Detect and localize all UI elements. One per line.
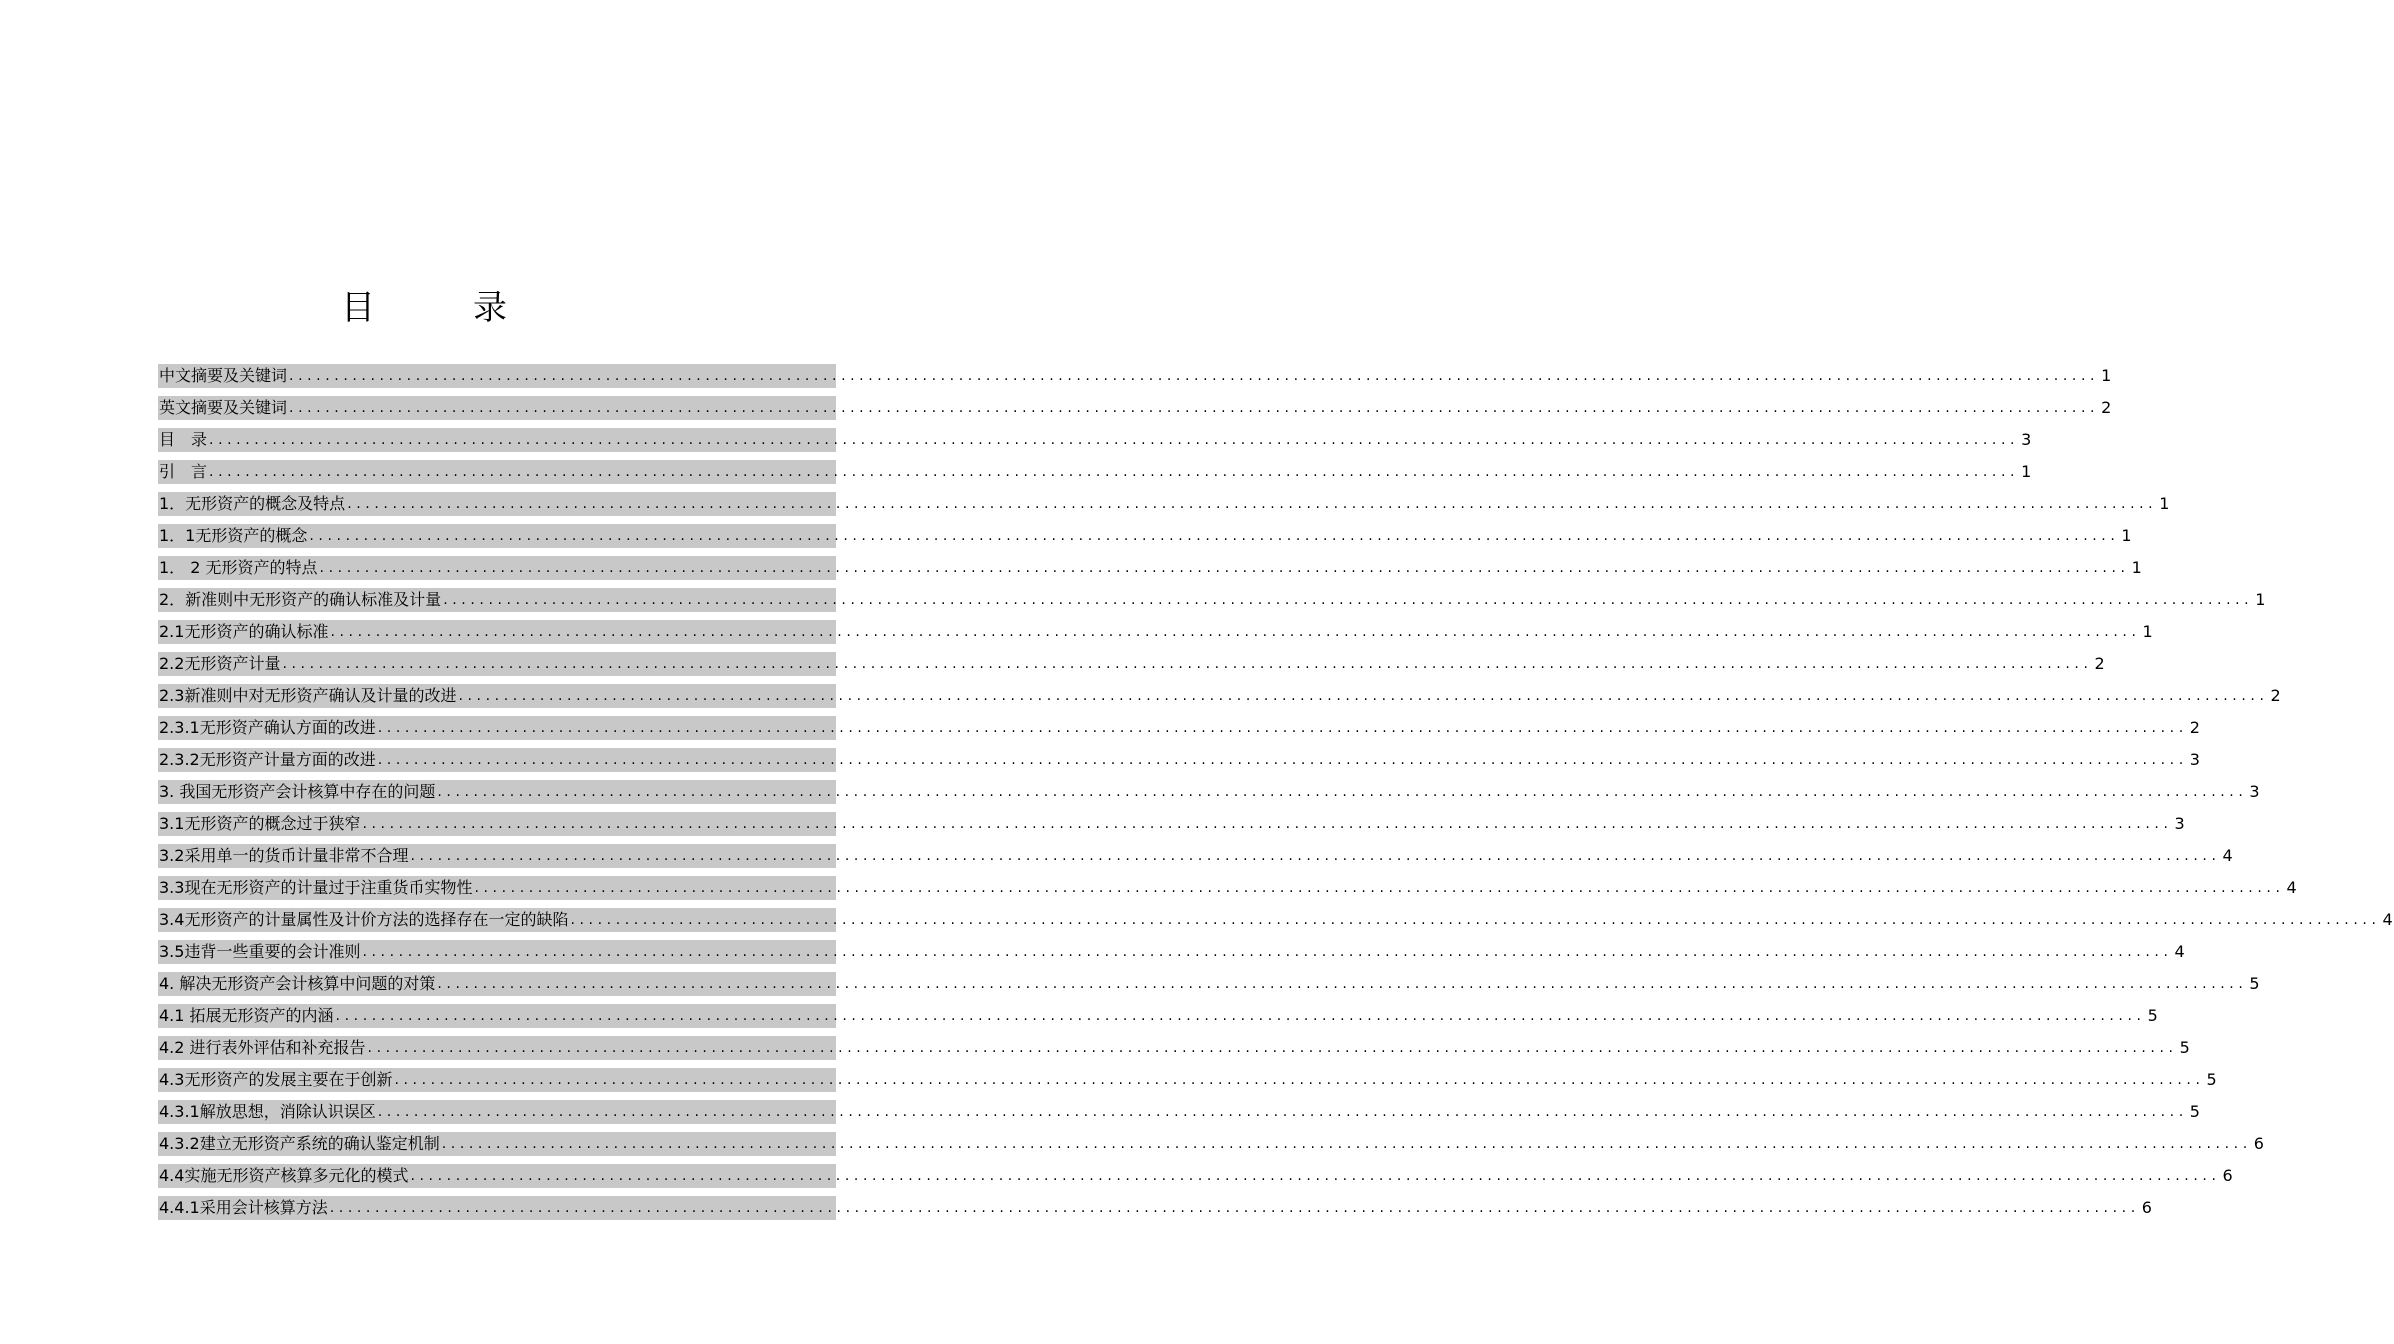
toc-entry-label: 4. 解决无形资产会计核算中问题的对策 (159, 974, 436, 993)
toc-dot-leader: ........................................................................................................................................................................................................ (437, 976, 2248, 992)
toc-entry[interactable] (158, 492, 2170, 516)
toc-entry-page-number: 1 (2121, 526, 2132, 545)
toc-entry-page-number: 5 (2249, 974, 2260, 993)
toc-entry[interactable] (158, 684, 2281, 708)
toc-entry-label: 3. 我国无形资产会计核算中存在的问题 (159, 782, 436, 801)
toc-dot-leader: ........................................................................................................................................................................................................ (335, 1008, 2146, 1024)
toc-dot-leader: ........................................................................................................................................................................................................ (367, 1040, 2178, 1056)
toc-entry[interactable] (158, 428, 2032, 452)
toc-entry-label: 4.3.1解放思想，消除认识误区 (159, 1102, 376, 1121)
toc-entry-page-number: 5 (2189, 1102, 2200, 1121)
toc-entry[interactable] (158, 524, 2132, 548)
toc-entry-page-number: 2 (2101, 398, 2112, 417)
toc-entry[interactable] (158, 1036, 2190, 1060)
toc-entry[interactable] (158, 396, 2112, 420)
toc-entry-label: 3.1无形资产的概念过于狭窄 (159, 814, 361, 833)
toc-entry-label: 3.4无形资产的计量属性及计价方法的选择存在一定的缺陷 (159, 910, 569, 929)
toc-entry-label: 2.1无形资产的确认标准 (159, 622, 329, 641)
toc-entry-page-number: 3 (2174, 814, 2185, 833)
toc-entry-label: 英文摘要及关键词 (159, 398, 288, 417)
toc-entry-label: 2.3新准则中对无形资产确认及计量的改进 (159, 686, 457, 705)
toc-dot-leader: ........................................................................................................................................................................................................ (410, 1168, 2221, 1184)
toc-entry-page-number: 6 (2222, 1166, 2233, 1185)
toc-entry-page-number: 2 (2270, 686, 2281, 705)
toc-entry-page-number: 2 (2189, 718, 2200, 737)
toc-entry-label: 引 言 (159, 462, 208, 481)
toc-dot-leader: ........................................................................................................................................................................................................ (330, 624, 2141, 640)
toc-entry-label: 4.1 拓展无形资产的内涵 (159, 1006, 334, 1025)
toc-entry[interactable] (158, 972, 2260, 996)
toc-entry-page-number: 5 (2206, 1070, 2217, 1089)
toc-entry[interactable] (158, 716, 2200, 740)
toc-dot-leader: ........................................................................................................................................................................................................ (437, 784, 2248, 800)
toc-entry-page-number: 3 (2249, 782, 2260, 801)
toc-dot-leader: ........................................................................................................................................................................................................ (377, 752, 2188, 768)
toc-entry-page-number: 3 (2189, 750, 2200, 769)
toc-entry-page-number: 4 (2382, 910, 2393, 929)
toc-entry-page-number: 2 (2094, 654, 2105, 673)
toc-dot-leader: ........................................................................................................................................................................................................ (362, 944, 2173, 960)
toc-dot-leader: ........................................................................................................................................................................................................ (209, 464, 2020, 480)
toc-entry-page-number: 6 (2141, 1198, 2152, 1217)
toc-entry-page-number: 1 (2131, 558, 2142, 577)
toc-entry[interactable] (158, 1100, 2200, 1124)
toc-entry-page-number: 5 (2179, 1038, 2190, 1057)
toc-entry-label: 1．1无形资产的概念 (159, 526, 308, 545)
toc-entry-label: 中文摘要及关键词 (159, 366, 288, 385)
toc-entry-page-number: 1 (2159, 494, 2170, 513)
toc-entry[interactable] (158, 460, 2032, 484)
toc-entry-label: 4.4实施无形资产核算多元化的模式 (159, 1166, 409, 1185)
toc-entry[interactable] (158, 364, 2112, 388)
toc-dot-leader: ........................................................................................................................................................................................................ (329, 1200, 2140, 1216)
toc-entry-page-number: 6 (2253, 1134, 2264, 1153)
toc-entry[interactable] (158, 652, 2105, 676)
toc-entry[interactable] (158, 748, 2200, 772)
toc-entry[interactable] (158, 1132, 2264, 1156)
toc-dot-leader: ........................................................................................................................................................................................................ (394, 1072, 2205, 1088)
table-of-contents (158, 364, 2393, 1228)
toc-dot-leader: ........................................................................................................................................................................................................ (410, 848, 2221, 864)
toc-dot-leader: ........................................................................................................................................................................................................ (441, 1136, 2252, 1152)
toc-dot-leader: ........................................................................................................................................................................................................ (319, 560, 2130, 576)
toc-dot-leader: ........................................................................................................................................................................................................ (570, 912, 2381, 928)
toc-entry-page-number: 1 (2101, 366, 2112, 385)
toc-entry[interactable] (158, 940, 2185, 964)
toc-entry-page-number: 1 (2142, 622, 2153, 641)
toc-dot-leader: ........................................................................................................................................................................................................ (443, 592, 2254, 608)
toc-dot-leader: ........................................................................................................................................................................................................ (377, 1104, 2188, 1120)
toc-entry[interactable] (158, 908, 2393, 932)
toc-entry[interactable] (158, 1164, 2233, 1188)
toc-entry-label: 4.3无形资产的发展主要在于创新 (159, 1070, 393, 1089)
toc-entry[interactable] (158, 1068, 2217, 1092)
toc-dot-leader: ........................................................................................................................................................................................................ (474, 880, 2285, 896)
toc-entry-label: 2．新准则中无形资产的确认标准及计量 (159, 590, 442, 609)
toc-dot-leader: ........................................................................................................................................................................................................ (289, 400, 2100, 416)
toc-entry-label: 2.2无形资产计量 (159, 654, 281, 673)
toc-entry[interactable] (158, 780, 2260, 804)
toc-entry-label: 3.3现在无形资产的计量过于注重货币实物性 (159, 878, 473, 897)
toc-entry-label: 3.5违背一些重要的会计准则 (159, 942, 361, 961)
toc-entry-label: 目 录 (159, 430, 208, 449)
toc-dot-leader: ........................................................................................................................................................................................................ (309, 528, 2120, 544)
toc-entry-page-number: 4 (2222, 846, 2233, 865)
toc-dot-leader: ........................................................................................................................................................................................................ (377, 720, 2188, 736)
toc-dot-leader: ........................................................................................................................................................................................................ (458, 688, 2269, 704)
toc-entry-label: 2.3.2无形资产计量方面的改进 (159, 750, 376, 769)
toc-entry-label: 1．无形资产的概念及特点 (159, 494, 346, 513)
toc-entry-page-number: 4 (2174, 942, 2185, 961)
toc-entry-label: 4.4.1采用会计核算方法 (159, 1198, 328, 1217)
toc-entry-label: 4.2 进行表外评估和补充报告 (159, 1038, 366, 1057)
toc-dot-leader: ........................................................................................................................................................................................................ (347, 496, 2158, 512)
toc-entry[interactable] (158, 812, 2185, 836)
toc-entry-label: 4.3.2建立无形资产系统的确认鉴定机制 (159, 1134, 440, 1153)
toc-entry[interactable] (158, 588, 2266, 612)
page-title: 目 录 (341, 288, 539, 328)
toc-dot-leader: ........................................................................................................................................................................................................ (209, 432, 2020, 448)
toc-dot-leader: ........................................................................................................................................................................................................ (362, 816, 2173, 832)
toc-entry[interactable] (158, 1004, 2158, 1028)
toc-entry-page-number: 1 (2255, 590, 2266, 609)
toc-entry-label: 1． 2 无形资产的特点 (159, 558, 318, 577)
toc-entry[interactable] (158, 844, 2233, 868)
toc-entry[interactable] (158, 876, 2297, 900)
toc-entry-page-number: 1 (2021, 462, 2032, 481)
toc-entry-page-number: 4 (2286, 878, 2297, 897)
toc-entry[interactable] (158, 620, 2153, 644)
toc-entry[interactable] (158, 556, 2142, 580)
toc-entry[interactable] (158, 1196, 2152, 1220)
toc-dot-leader: ........................................................................................................................................................................................................ (282, 656, 2093, 672)
toc-entry-label: 2.3.1无形资产确认方面的改进 (159, 718, 376, 737)
toc-dot-leader: ........................................................................................................................................................................................................ (289, 368, 2100, 384)
toc-entry-page-number: 5 (2147, 1006, 2158, 1025)
toc-entry-page-number: 3 (2021, 430, 2032, 449)
toc-entry-label: 3.2采用单一的货币计量非常不合理 (159, 846, 409, 865)
